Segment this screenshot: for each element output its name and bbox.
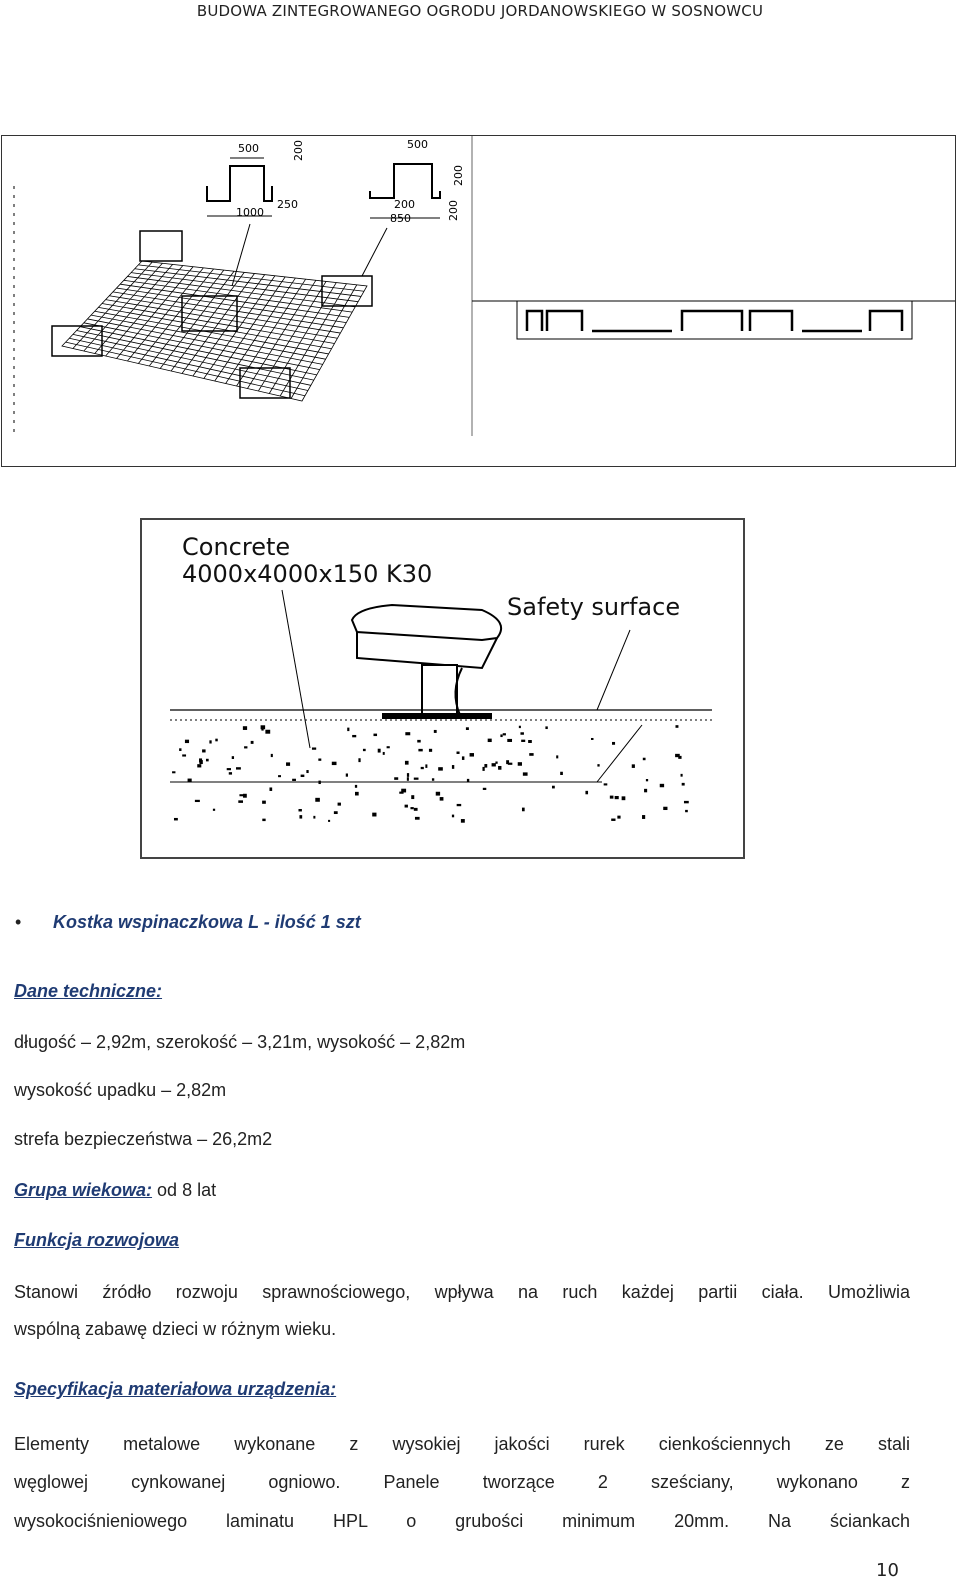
- foundation-section-drawing: [140, 518, 745, 859]
- function-paragraph-line: Stanowi źródło rozwoju sprawnościowego, wpływa na ruch każdej partii ciała. Umożliwia: [14, 1282, 910, 1302]
- concrete-label: Concrete: [182, 533, 291, 561]
- function-paragraph-line: wspólną zabawę dzieci w różnym wieku.: [14, 1319, 337, 1339]
- bullet-dot-icon: •: [15, 912, 22, 932]
- page-number: 10: [876, 1560, 899, 1581]
- spec-line: Elementy metalowe wykonane z wysokiej jakości rurek cienkościennych ze stali: [14, 1434, 910, 1454]
- dim-label: 200: [394, 198, 415, 211]
- age-label: Grupa wiekowa:: [14, 1180, 153, 1200]
- tech-line: strefa bezpieczeństwa – 26,2m2: [14, 1129, 273, 1149]
- spec-heading: Specyfikacja materiałowa urządzenia:: [14, 1379, 337, 1399]
- dim-label: 200: [452, 165, 465, 186]
- tech-line: wysokość upadku – 2,82m: [14, 1080, 227, 1100]
- tech-heading: Dane techniczne:: [14, 981, 163, 1001]
- dim-label: 250: [277, 198, 298, 211]
- dim-label: 200: [292, 140, 305, 161]
- spec-line: węglowej cynkowanej ogniowo. Panele tworzące 2 sześciany, wykonano z: [14, 1472, 910, 1492]
- dim-label: 1000: [236, 206, 264, 219]
- function-heading: Funkcja rozwojowa: [14, 1230, 180, 1250]
- age-line: [14, 1180, 216, 1201]
- concrete-size-label: 4000x4000x150 K30: [182, 560, 433, 588]
- page-header: BUDOWA ZINTEGROWANEGO OGRODU JORDANOWSKIEGO W SOSNOWCU: [196, 2, 764, 20]
- reinforcement-drawing: [1, 135, 956, 467]
- reinforcement-svg: [2, 136, 955, 466]
- dim-label: 500: [407, 138, 428, 151]
- dim-label: 500: [238, 142, 259, 155]
- product-title: Kostka wspinaczkowa L - ilość 1 szt: [53, 912, 361, 932]
- dim-label: 850: [390, 212, 411, 225]
- safety-surface-label: Safety surface: [507, 593, 681, 621]
- foundation-svg: [142, 520, 743, 857]
- age-value: od 8 lat: [152, 1180, 217, 1200]
- tech-line: długość – 2,92m, szerokość – 3,21m, wysokość – 2,82m: [14, 1032, 466, 1052]
- dim-label: 200: [447, 200, 460, 221]
- spec-line: wysokociśnieniowego laminatu HPL o grubości minimum 20mm. Na ściankach: [14, 1511, 910, 1531]
